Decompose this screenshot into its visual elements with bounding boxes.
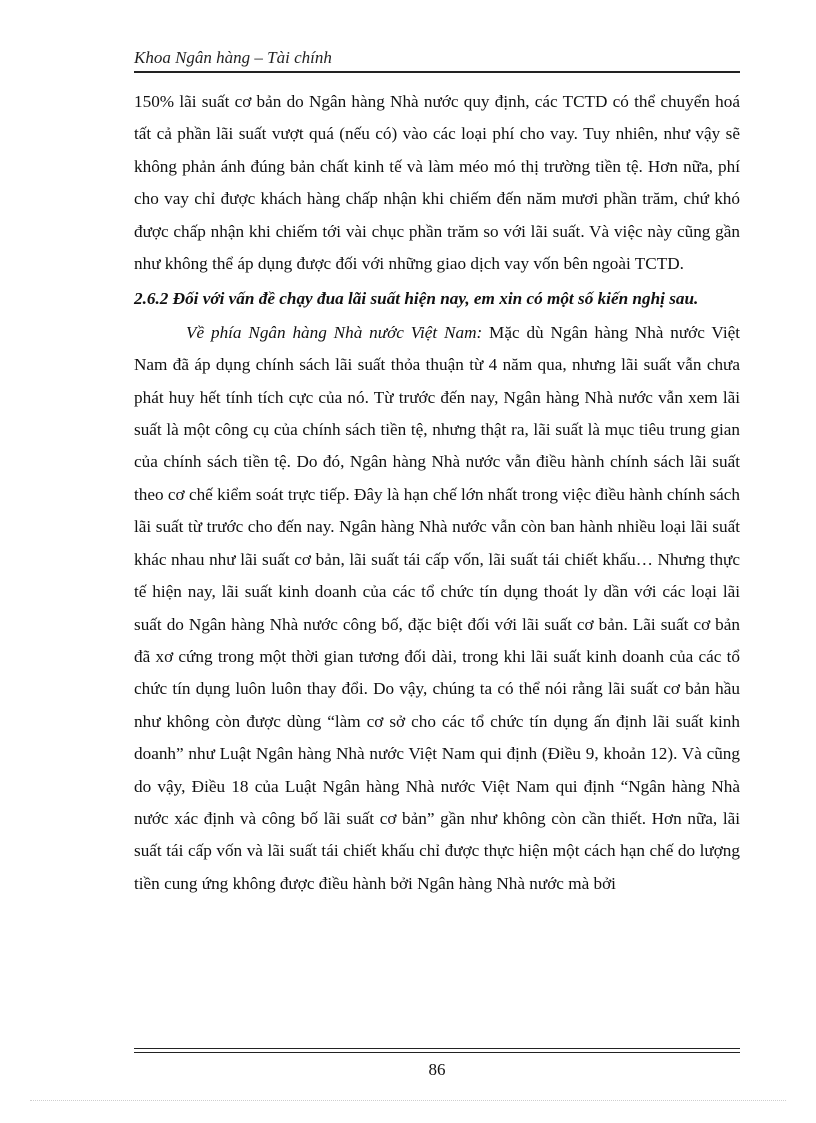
paragraph-2-lead: Về phía Ngân hàng Nhà nước Việt Nam: [186,322,483,342]
page-header: Khoa Ngân hàng – Tài chính [134,48,332,67]
footer-rule-top [134,1048,740,1049]
document-body [134,86,740,900]
footer-rule-bottom [134,1052,740,1053]
page-number: 86 [428,1060,446,1079]
paragraph-1: 150% lãi suất cơ bản do Ngân hàng Nhà nước quy định, các TCTD có thể chuyển hoá tất cả phần lãi suất vượt quá (nếu có) vào các loại phí cho vay. Tuy nhiên, như vậy sẽ không phản ánh đúng bản chất kinh tế và làm méo mó thị trường tiền tệ. Hơn nữa, phí cho vay chỉ được khách hàng chấp nhận khi chiếm đến năm mươi phần trăm, chứ khó được chấp nhận khi chiếm tới vài chục phần trăm so với lãi suất. Và việc này cũng gần như không thể áp dụng được đối với những giao dịch vay vốn bên ngoài TCTD. [134,92,740,274]
header-rule [134,71,740,73]
page-bottom-divider [30,1100,786,1101]
paragraph-2-body: Mặc dù Ngân hàng Nhà nước Việt Nam đã áp dụng chính sách lãi suất thỏa thuận từ 4 năm qua, nhưng lãi suất vẫn chưa phát huy hết tính tích cực của nó. Từ trước đến nay, Ngân hàng Nhà nước vẫn xem lãi suất là một công cụ của chính sách tiền tệ, nhưng thật ra, lãi suất là mục tiêu trung gian của chính sách tiền tệ. Do đó, Ngân hàng Nhà nước vẫn điều hành chính sách lãi suất theo cơ chế kiểm soát trực tiếp. Đây là hạn chế lớn nhất trong việc điều hành chính sách lãi suất từ trước cho đến nay. Ngân hàng Nhà nước vẫn còn ban hành nhiều loại lãi suất khác nhau như lãi suất cơ bản, lãi suất tái cấp vốn, lãi suất tái chiết khấu… Nhưng thực tế hiện nay, lãi suất kinh doanh của các tổ chức tín dụng thoát ly dần với các loại lãi suất do Ngân hàng Nhà nước công bố, đặc biệt đối với lãi suất cơ bản. Lãi suất cơ bản đã xơ cứng trong một thời gian tương đối dài, trong khi lãi suất kinh doanh của các tổ chức tín dụng luôn luôn thay đổi. Do vậy, chúng ta có thể nói rằng lãi suất cơ bản hầu như không còn được dùng “làm cơ sở cho các tổ chức tín dụng ấn định lãi suất kinh doanh” như Luật Ngân hàng Nhà nước Việt Nam qui định (Điều 9, khoản 12). Và cũng do vậy, Điều 18 của Luật Ngân hàng Nhà nước Việt Nam qui định “Ngân hàng Nhà nước xác định và công bố lãi suất cơ bản” gần như không còn cần thiết. Hơn nữa, lãi suất tái cấp vốn và lãi suất tái chiết khấu chỉ được thực hiện một cách hạn chế do lượng tiền cung ứng không được điều hành bởi Ngân hàng Nhà nước mà bởi [134,322,740,893]
paragraph-2 [134,317,740,900]
section-heading: 2.6.2 Đối với vấn đề chạy đua lãi suất hiện nay, em xin có một số kiến nghị sau. [134,289,699,309]
